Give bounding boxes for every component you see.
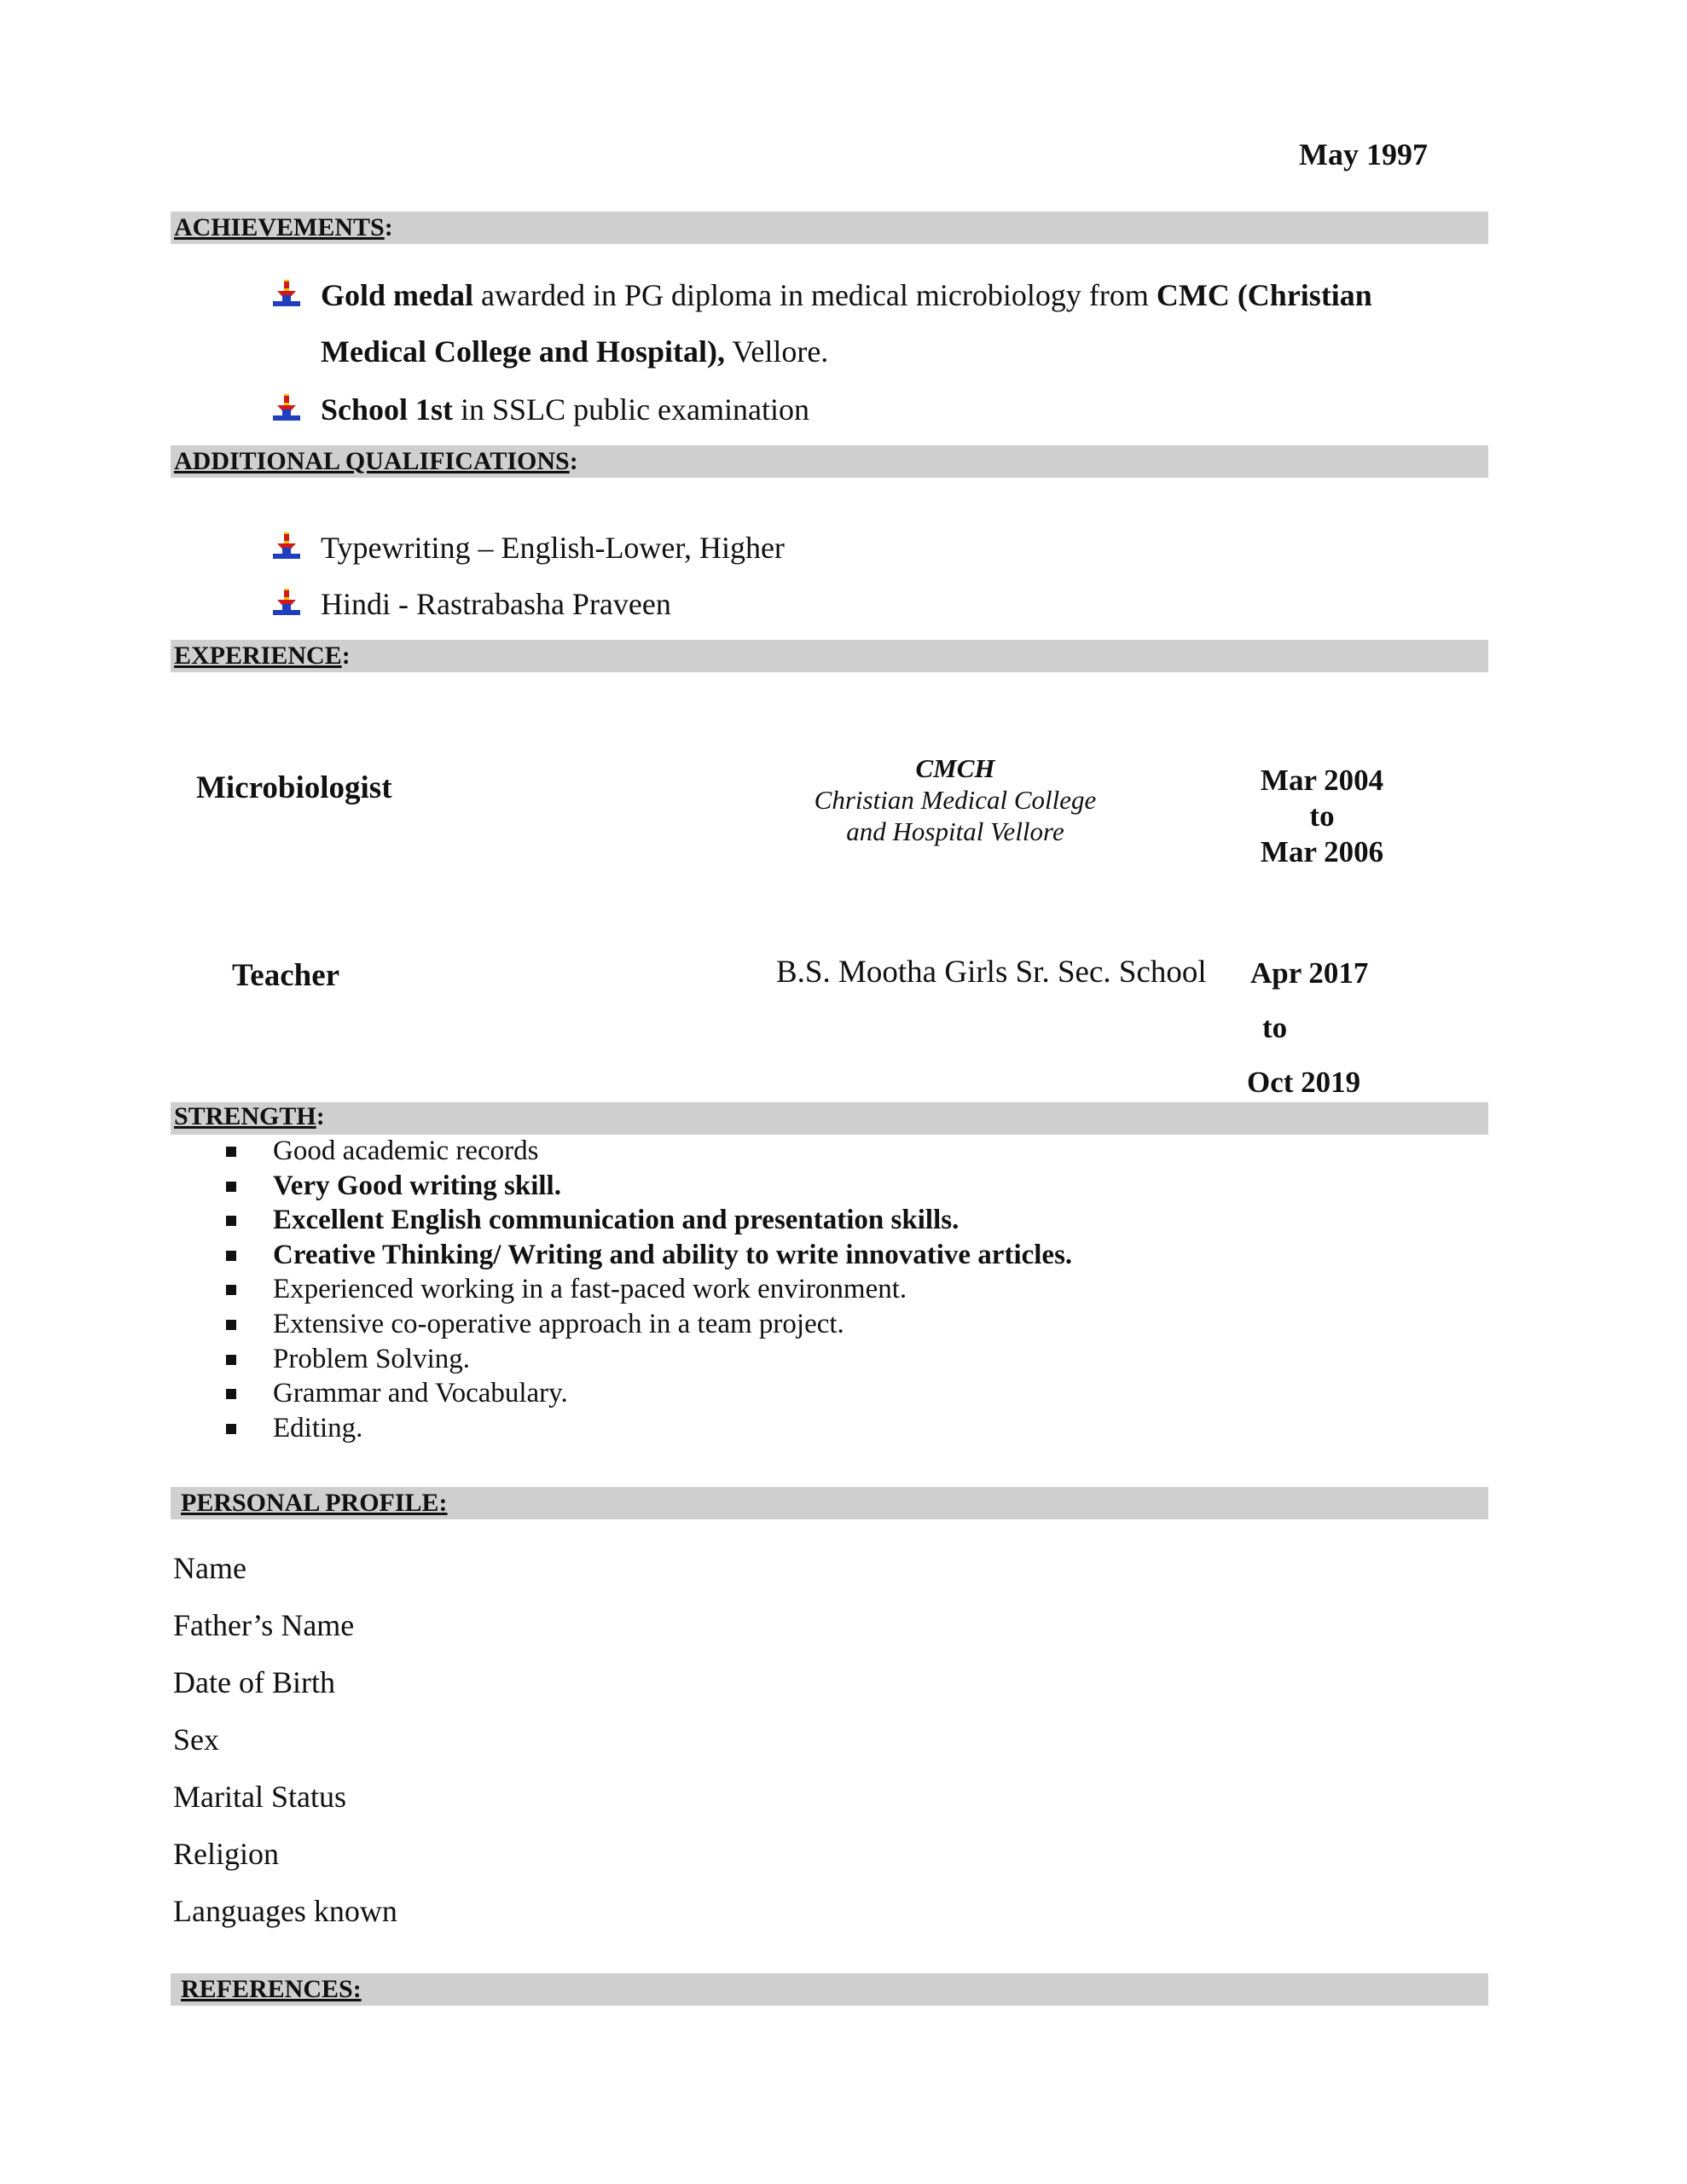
personal-profile-section-bar: [171, 1487, 1488, 1519]
job-2-date-from: Apr 2017: [1250, 956, 1369, 990]
profile-label: Sex: [173, 1722, 219, 1757]
arrow-bullet-icon: [271, 392, 302, 423]
additional-qualifications-title: ADDITIONAL QUALIFICATIONS:: [174, 447, 578, 475]
job-2-date-to-word: to: [1262, 1011, 1288, 1044]
strength-item: Problem Solving.: [273, 1343, 471, 1374]
profile-label: Languages known: [173, 1894, 397, 1928]
profile-label: Father’s Name: [173, 1608, 355, 1642]
strength-item: Experienced working in a fast-paced work environment.: [273, 1274, 907, 1305]
personal-profile-title: PERSONAL PROFILE:: [181, 1489, 448, 1517]
job-2-organization: B.S. Mootha Girls Sr. Sec. School: [776, 955, 1207, 990]
square-bullet-icon: [226, 1285, 236, 1295]
arrow-bullet-icon: [271, 278, 302, 309]
job-1-dates: Mar 2004 to Mar 2006: [1260, 764, 1384, 868]
job-1-organization: CMCH Christian Medical College and Hospital Vellore: [814, 753, 1097, 846]
square-bullet-icon: [226, 1320, 236, 1330]
job-2-role: Teacher: [232, 958, 340, 993]
job-1-role: Microbiologist: [196, 770, 392, 805]
square-bullet-icon: [226, 1182, 236, 1192]
arrow-bullet-icon: [271, 587, 302, 618]
achievements-title: ACHIEVEMENTS:: [174, 213, 393, 241]
qualification-item: Hindi - Rastrabasha Praveen: [321, 587, 671, 621]
strength-item: Good academic records: [273, 1136, 539, 1166]
achievement-item-2: School 1st in SSLC public examination: [321, 392, 810, 427]
strength-title: STRENGTH:: [174, 1102, 325, 1130]
square-bullet-icon: [226, 1355, 236, 1365]
profile-label: Religion: [173, 1837, 279, 1871]
square-bullet-icon: [226, 1389, 236, 1399]
square-bullet-icon: [226, 1216, 236, 1226]
job-2-date-to: Oct 2019: [1247, 1066, 1361, 1099]
square-bullet-icon: [226, 1424, 236, 1434]
achievements-section-bar: [171, 212, 1488, 244]
achievement-item-1-line-2: Medical College and Hospital), Vellore.: [321, 334, 829, 369]
square-bullet-icon: [226, 1251, 236, 1261]
strength-item: Extensive co-operative approach in a team project.: [273, 1309, 844, 1339]
additional-qualifications-section-bar: [171, 445, 1488, 478]
qualification-item: Typewriting – English-Lower, Higher: [321, 531, 785, 565]
strength-item: Editing.: [273, 1412, 363, 1443]
experience-section-bar: [171, 640, 1488, 672]
references-title: REFERENCES:: [181, 1975, 362, 2003]
strength-item: Excellent English communication and presentation skills.: [273, 1205, 959, 1236]
strength-section-bar: [171, 1102, 1488, 1135]
achievement-item-1-line-1: Gold medal awarded in PG diploma in medical microbiology from CMC (Christian: [321, 278, 1372, 312]
square-bullet-icon: [226, 1147, 236, 1157]
header-date: May 1997: [1299, 137, 1428, 171]
strength-item: Creative Thinking/ Writing and ability to write innovative articles.: [273, 1239, 1073, 1270]
profile-label: Marital Status: [173, 1780, 346, 1814]
profile-label: Date of Birth: [173, 1665, 335, 1699]
experience-title: EXPERIENCE:: [174, 642, 351, 670]
references-section-bar: [171, 1973, 1488, 2006]
profile-label: Name: [173, 1551, 246, 1585]
strength-item: Grammar and Vocabulary.: [273, 1378, 568, 1409]
arrow-bullet-icon: [271, 531, 302, 561]
strength-item: Very Good writing skill.: [273, 1170, 561, 1201]
